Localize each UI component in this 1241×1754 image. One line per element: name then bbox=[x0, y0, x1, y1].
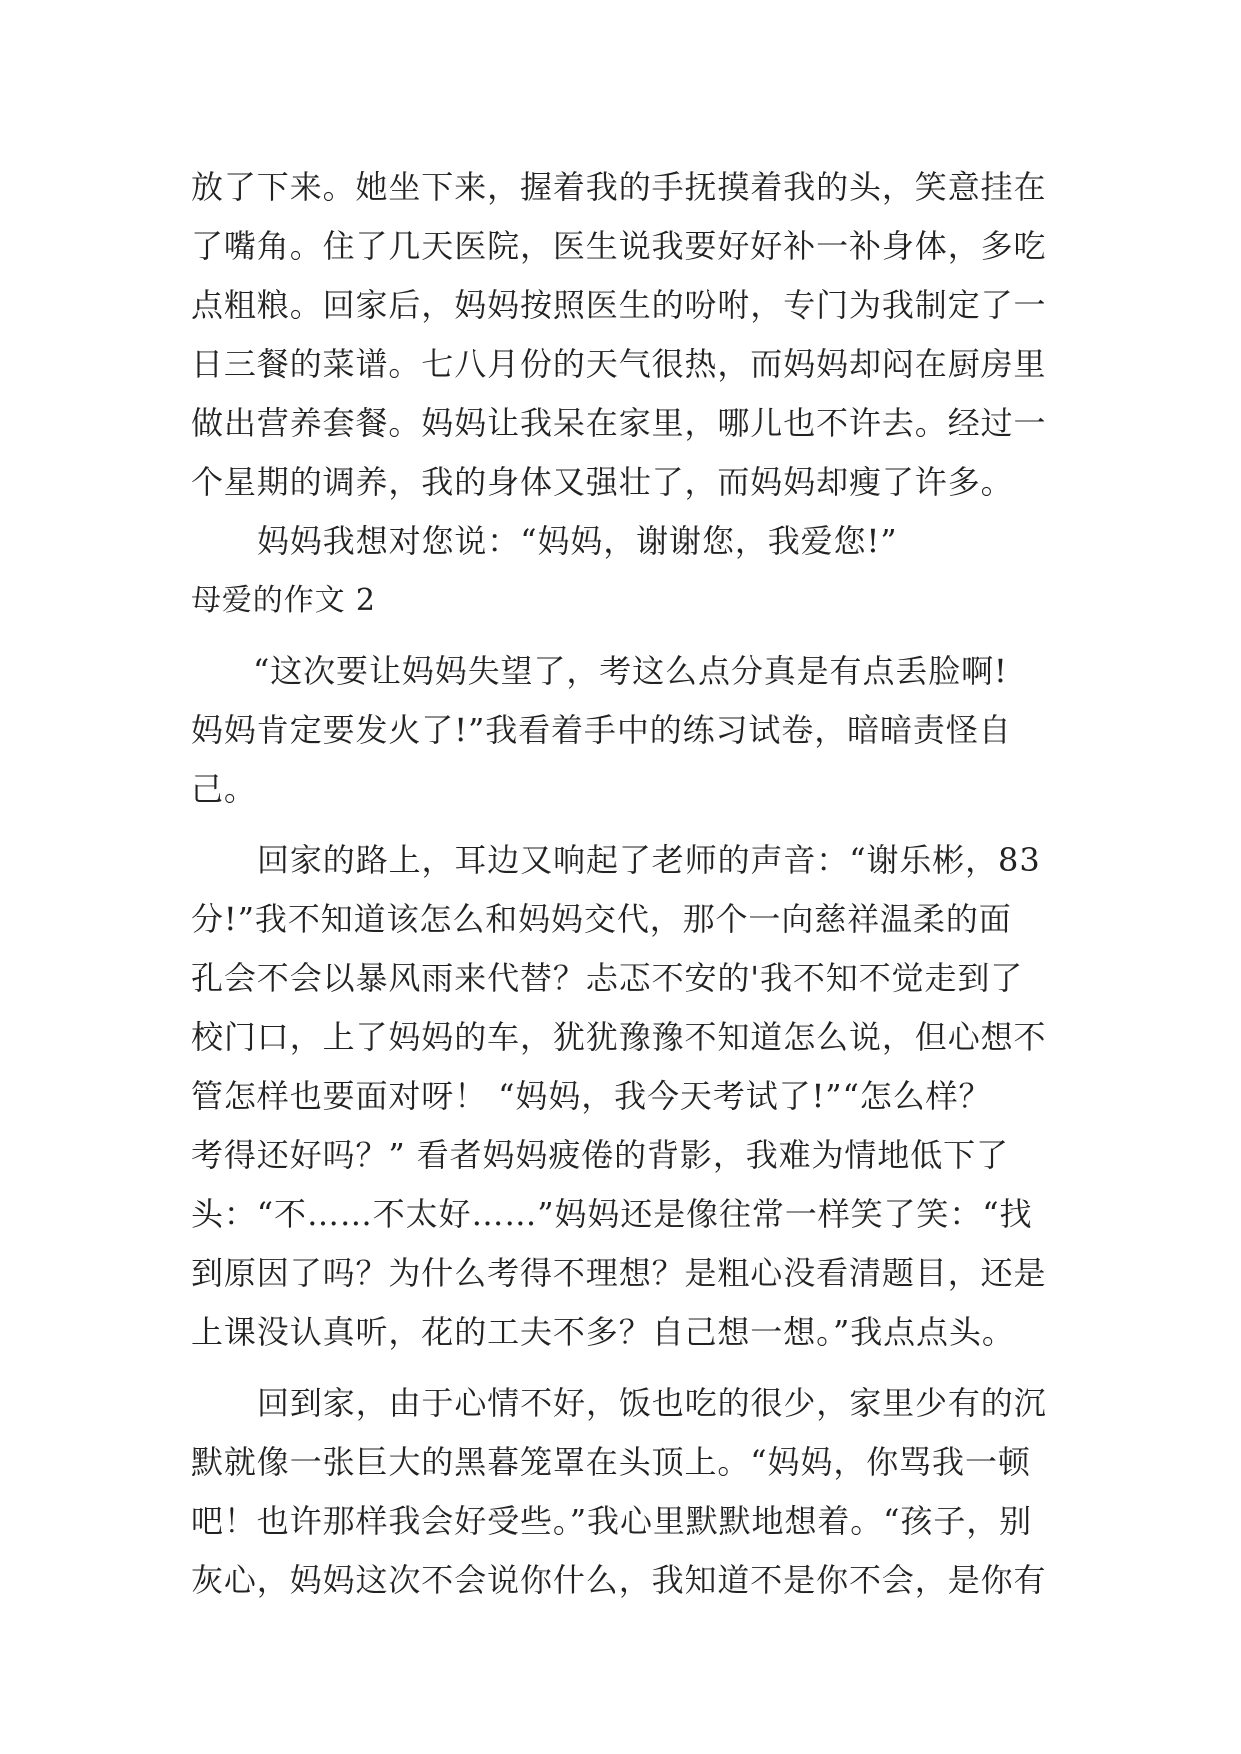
text-line: 点粗粮。回家后，妈妈按照医生的吩咐，专门为我制定了一 bbox=[191, 286, 1047, 324]
text-line: 孔会不会以暴风雨来代替？忐忑不安的'我不知不觉走到了 bbox=[191, 959, 1024, 997]
section-heading: 母爱的作文 2 bbox=[191, 583, 376, 618]
text-line: 日三餐的菜谱。七八月份的天气很热，而妈妈却闷在厨房里 bbox=[191, 345, 1047, 383]
text-line: 校门口，上了妈妈的车，犹犹豫豫不知道怎么说，但心想不 bbox=[191, 1018, 1047, 1056]
text-line: 考得还好吗？” 看者妈妈疲倦的背影，我难为情地低下了 bbox=[191, 1136, 1009, 1174]
text-line: 己。 bbox=[191, 770, 257, 808]
text-line: 默就像一张巨大的黑暮笼罩在头顶上。“妈妈，你骂我一顿 bbox=[191, 1443, 1031, 1481]
text-line: 吧！也许那样我会好受些。”我心里默默地想着。“孩子，别 bbox=[191, 1502, 1033, 1540]
text-line: 妈妈我想对您说：“妈妈，谢谢您，我爱您!” bbox=[257, 522, 898, 560]
document-page bbox=[191, 158, 1051, 1610]
text-line: “这次要让妈妈失望了，考这么点分真是有点丢脸啊! bbox=[253, 652, 1008, 690]
text-line: 妈妈肯定要发火了!”我看着手中的练习试卷，暗暗责怪自 bbox=[191, 711, 1012, 749]
text-line: 回家的路上，耳边又响起了老师的声音：“谢乐彬，83 bbox=[257, 841, 1041, 879]
text-line: 做出营养套餐。妈妈让我呆在家里，哪儿也不许去。经过一 bbox=[191, 404, 1047, 442]
text-line: 回到家，由于心情不好，饭也吃的很少，家里少有的沉 bbox=[257, 1384, 1047, 1422]
text-line: 头：“不……不太好……”妈妈还是像往常一样笑了笑：“找 bbox=[191, 1195, 1033, 1233]
text-line: 个星期的调养，我的身体又强壮了，而妈妈却瘦了许多。 bbox=[191, 463, 1014, 501]
text-line: 放了下来。她坐下来，握着我的手抚摸着我的头，笑意挂在 bbox=[191, 168, 1047, 206]
text-line: 了嘴角。住了几天医院，医生说我要好好补一补身体，多吃 bbox=[191, 227, 1047, 265]
text-line: 分!”我不知道该怎么和妈妈交代，那个一向慈祥温柔的面 bbox=[191, 900, 1012, 938]
text-line: 管怎样也要面对呀！ “妈妈，我今天考试了!”“怎么样？ bbox=[191, 1077, 992, 1115]
text-line: 到原因了吗？为什么考得不理想？是粗心没看清题目，还是 bbox=[191, 1254, 1047, 1292]
text-line: 上课没认真听，花的工夫不多？自己想一想。”我点点头。 bbox=[191, 1313, 1015, 1351]
text-line: 灰心，妈妈这次不会说你什么，我知道不是你不会，是你有 bbox=[191, 1561, 1047, 1599]
